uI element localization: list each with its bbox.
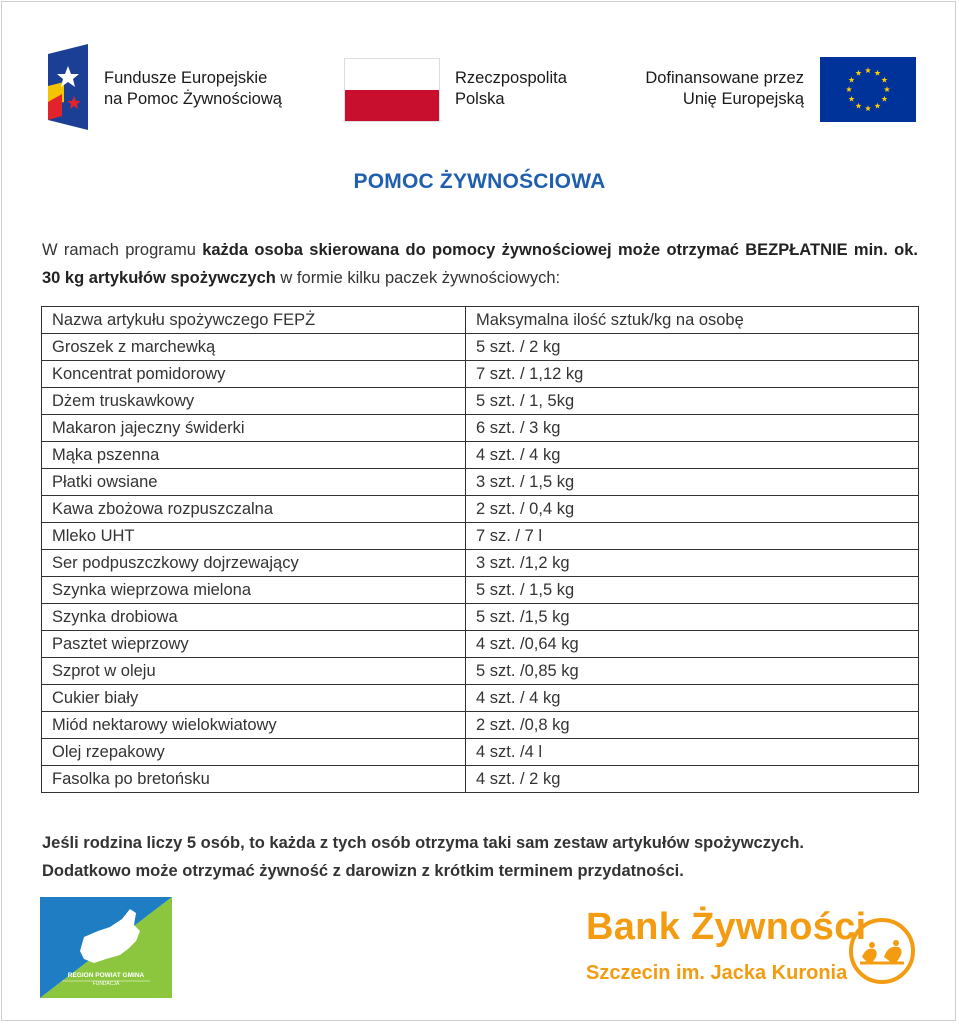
flag-red-stripe [345, 90, 439, 121]
table-row [42, 658, 919, 685]
page-title: POMOC ŻYWNOŚCIOWA [353, 170, 606, 193]
item-name-cell: Kawa zbożowa rozpuszczalna [42, 496, 466, 523]
table-row [42, 388, 919, 415]
intro-text-1: W ramach programu [42, 241, 203, 259]
fe-program-name [104, 68, 282, 110]
item-quantity-cell: 2 szt. /0,8 kg [466, 712, 919, 739]
intro-text-2: w formie kilku paczek żywnościowych: [275, 269, 561, 287]
item-name-cell: Szynka drobiowa [42, 604, 466, 631]
table-row [42, 334, 919, 361]
item-quantity-cell: 2 szt. / 0,4 kg [466, 496, 919, 523]
table-row [42, 361, 919, 388]
note-line2: Dodatkowo może otrzymać żywność z darowizn z krótkim terminem przydatności. [42, 862, 684, 880]
item-name-cell: Szprot w oleju [42, 658, 466, 685]
table-row [42, 766, 919, 793]
intro-bold: każda osoba skierowana do pomocy żywnościowej może otrzymać BEZPŁATNIE min. ok. 30 kg artykułów spożywczych [42, 241, 919, 287]
eu-flag [820, 57, 916, 122]
item-quantity-cell: 4 szt. / 4 kg [466, 442, 919, 469]
table-row [42, 415, 919, 442]
table-row [42, 712, 919, 739]
food-items-table [41, 306, 919, 793]
item-name-cell: Dżem truskawkowy [42, 388, 466, 415]
header-cell-quantity: Maksymalna ilość sztuk/kg na osobę [466, 307, 919, 334]
item-quantity-cell: 5 szt. / 1,5 kg [466, 577, 919, 604]
eu-funding-text [645, 68, 804, 110]
item-name-cell: Cukier biały [42, 685, 466, 712]
intro-paragraph [42, 236, 918, 292]
item-quantity-cell: 6 szt. / 3 kg [466, 415, 919, 442]
bank-name: Bank Żywności [586, 906, 867, 948]
fe-line1: Fundusze Europejskie [104, 69, 268, 87]
item-quantity-cell: 7 szt. / 1,12 kg [466, 361, 919, 388]
table-row [42, 604, 919, 631]
item-quantity-cell: 4 szt. /0,64 kg [466, 631, 919, 658]
item-quantity-cell: 7 sz. / 7 l [466, 523, 919, 550]
eu-line1: Dofinansowane przez [645, 69, 804, 87]
item-name-cell: Mąka pszenna [42, 442, 466, 469]
fe-line2: na Pomoc Żywnościową [104, 90, 282, 108]
item-name-cell: Makaron jajeczny świderki [42, 415, 466, 442]
table-row [42, 469, 919, 496]
table-row [42, 739, 919, 766]
bank-subtitle: Szczecin im. Jacka Kuronia [586, 962, 848, 984]
polish-flag [344, 58, 440, 122]
table-row [42, 523, 919, 550]
rp-line2: Polska [455, 90, 505, 108]
item-quantity-cell: 3 szt. /1,2 kg [466, 550, 919, 577]
flag-white-stripe [345, 59, 439, 90]
item-name-cell: Fasolka po bretońsku [42, 766, 466, 793]
table-row [42, 442, 919, 469]
rp-name [455, 68, 567, 110]
item-name-cell: Olej rzepakowy [42, 739, 466, 766]
table-header-row [42, 307, 919, 334]
item-name-cell: Groszek z marchewką [42, 334, 466, 361]
item-name-cell: Ser podpuszczkowy dojrzewający [42, 550, 466, 577]
item-name-cell: Szynka wieprzowa mielona [42, 577, 466, 604]
table-row [42, 550, 919, 577]
item-name-cell: Płatki owsiane [42, 469, 466, 496]
header-cell-name: Nazwa artykułu spożywczego FEPŻ [42, 307, 466, 334]
family-note [42, 829, 922, 885]
item-name-cell: Miód nektarowy wielokwiatowy [42, 712, 466, 739]
bank-zywnosci-logo-icon [848, 917, 916, 985]
item-quantity-cell: 4 szt. / 4 kg [466, 685, 919, 712]
table-row [42, 577, 919, 604]
item-name-cell: Pasztet wieprzowy [42, 631, 466, 658]
table-row [42, 631, 919, 658]
region-logo-text: REGION POWIAT GMINA [67, 972, 145, 979]
item-quantity-cell: 3 szt. / 1,5 kg [466, 469, 919, 496]
note-line1: Jeśli rodzina liczy 5 osób, to każda z tych osób otrzyma taki sam zestaw artykułów spożywczych. [42, 834, 804, 852]
fundusze-europejskie-logo [44, 44, 90, 130]
item-name-cell: Koncentrat pomidorowy [42, 361, 466, 388]
region-logo-subtext: FUNDACJA [92, 981, 120, 987]
item-quantity-cell: 5 szt. / 1, 5kg [466, 388, 919, 415]
item-quantity-cell: 5 szt. /1,5 kg [466, 604, 919, 631]
rp-line1: Rzeczpospolita [455, 69, 567, 87]
item-quantity-cell: 5 szt. /0,85 kg [466, 658, 919, 685]
item-name-cell: Mleko UHT [42, 523, 466, 550]
item-quantity-cell: 4 szt. / 2 kg [466, 766, 919, 793]
item-quantity-cell: 5 szt. / 2 kg [466, 334, 919, 361]
table-row [42, 496, 919, 523]
item-quantity-cell: 4 szt. /4 l [466, 739, 919, 766]
table-row [42, 685, 919, 712]
eu-line2: Unię Europejską [682, 90, 804, 108]
